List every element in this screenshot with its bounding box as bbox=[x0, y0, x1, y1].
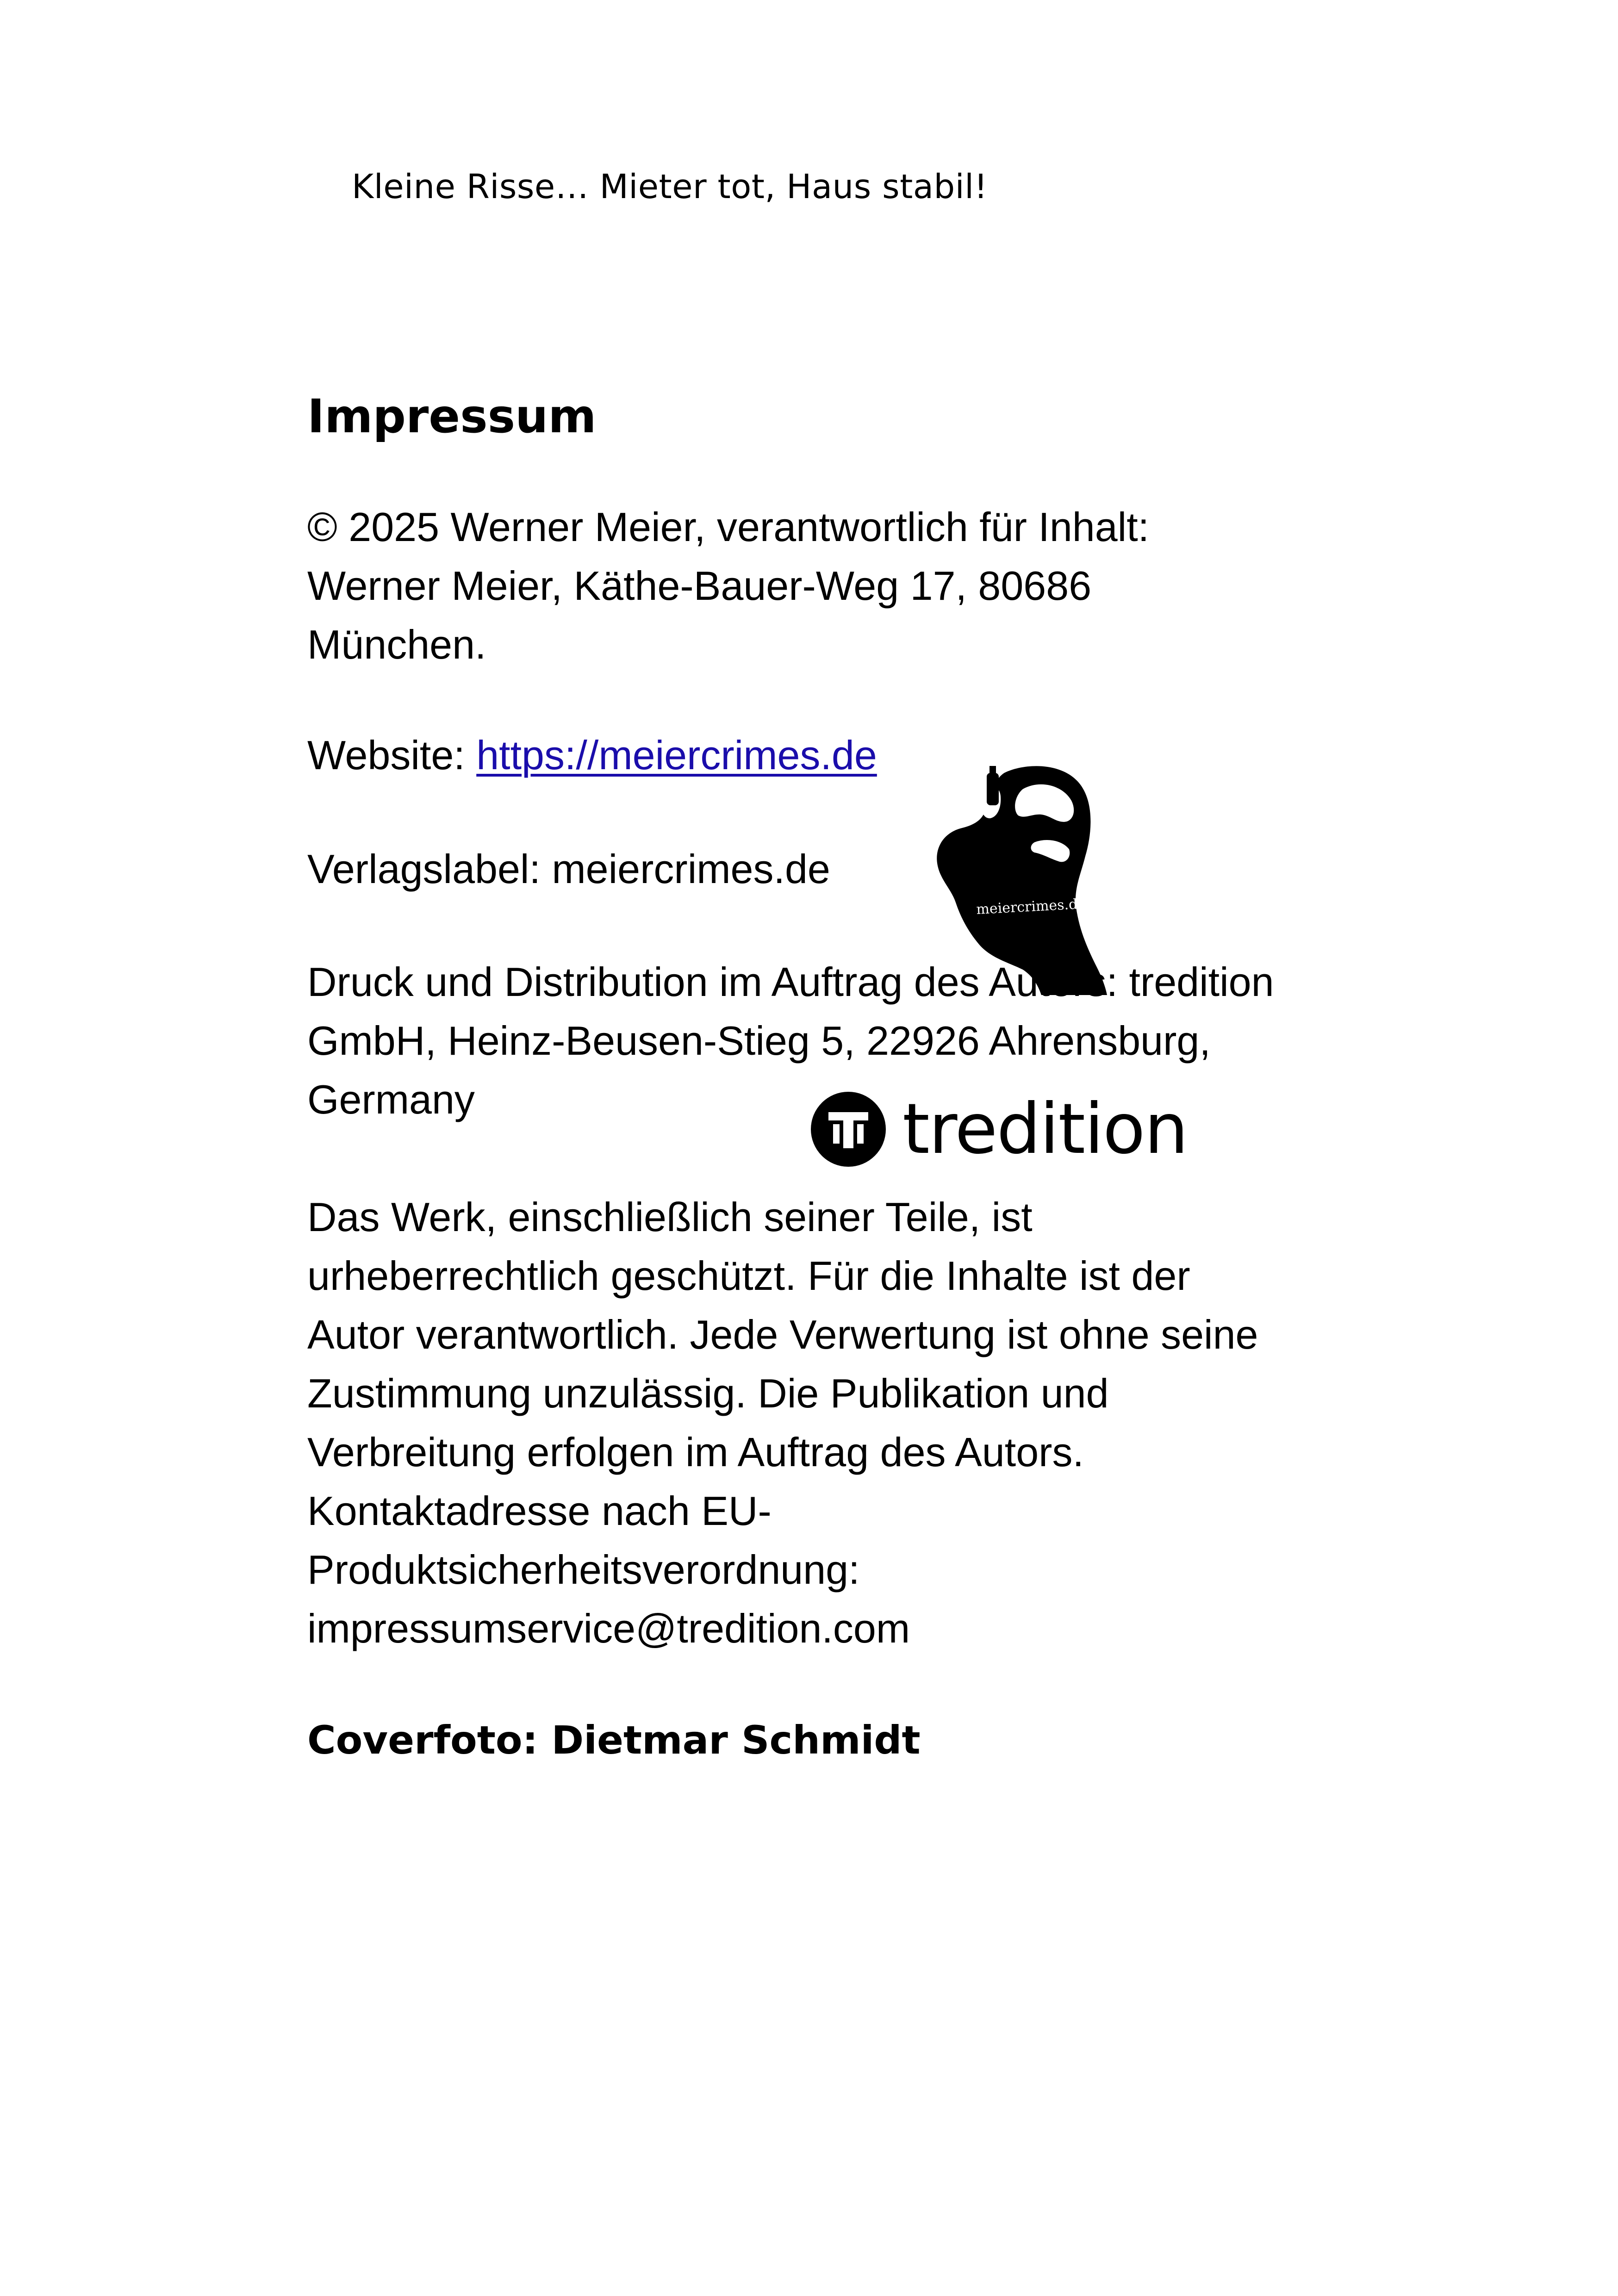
rights-line: Verbreitung erfolgen im Auftrag des Autors. bbox=[307, 1429, 1084, 1475]
publisher-label: Verlagslabel: meiercrimes.de bbox=[307, 846, 830, 892]
svg-text:meiercrimes.de: meiercrimes.de bbox=[976, 896, 1086, 918]
running-head: Kleine Risse… Mieter tot, Haus stabil! bbox=[352, 167, 988, 206]
copyright-line: München. bbox=[307, 622, 486, 667]
rights-line: Autor verantwortlich. Jede Verwertung ist ohne seine bbox=[307, 1312, 1258, 1357]
rights-line: Kontaktadresse nach EU- bbox=[307, 1488, 772, 1534]
printing-line: GmbH, Heinz-Beusen-Stieg 5, 22926 Ahrensburg, bbox=[307, 1018, 1211, 1064]
page-title: Impressum bbox=[307, 389, 597, 443]
tredition-t-icon bbox=[811, 1092, 886, 1167]
rights-line: Produktsicherheitsverordnung: bbox=[307, 1547, 860, 1593]
rights-line: Zustimmung unzulässig. Die Publikation und bbox=[307, 1370, 1109, 1416]
contact-email: impressumservice@tredition.com bbox=[307, 1605, 910, 1651]
copyright-notice bbox=[307, 498, 1279, 674]
tredition-wordmark: tredition bbox=[902, 1089, 1188, 1170]
rights-notice bbox=[307, 1188, 1372, 1658]
website-link[interactable]: https://meiercrimes.de bbox=[476, 732, 877, 778]
website-line bbox=[307, 726, 877, 784]
silhouette-logo-icon bbox=[935, 764, 1111, 995]
website-label: Website: bbox=[307, 732, 477, 778]
meiercrimes-logo bbox=[935, 764, 1111, 995]
printing-line: Germany bbox=[307, 1076, 475, 1122]
copyright-line: Werner Meier, Käthe-Bauer-Weg 17, 80686 bbox=[307, 563, 1092, 609]
rights-line: Das Werk, einschließlich seiner Teile, ist bbox=[307, 1194, 1033, 1240]
tredition-logo bbox=[811, 1090, 1188, 1169]
printing-line: Druck und Distribution im Auftrag des Autors: tredition bbox=[307, 959, 1274, 1005]
copyright-line: © 2025 Werner Meier, verantwortlich für Inhalt: bbox=[307, 504, 1150, 550]
cover-credit: Coverfoto: Dietmar Schmidt bbox=[307, 1717, 921, 1763]
rights-line: urheberrechtlich geschützt. Für die Inhalte ist der bbox=[307, 1253, 1190, 1299]
